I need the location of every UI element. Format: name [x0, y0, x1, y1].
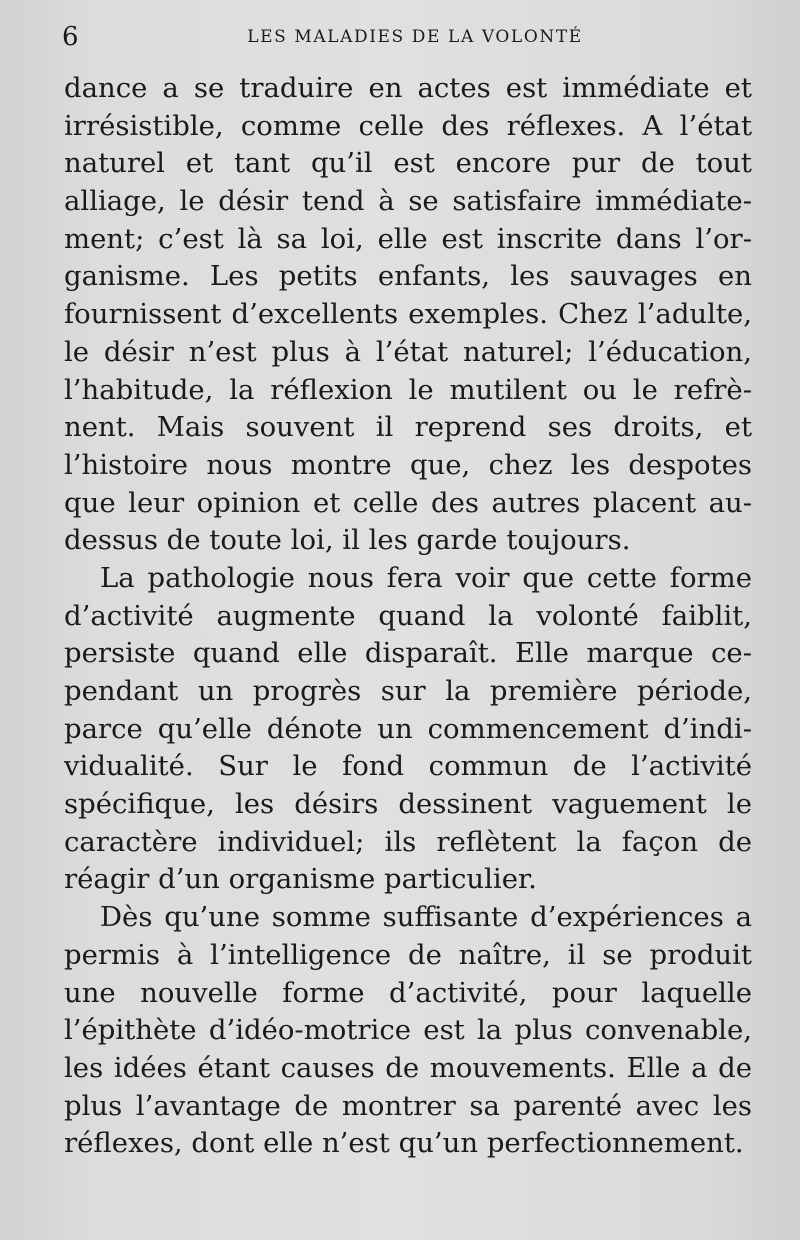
text-line: caractère individuel; ils reflètent la façon de: [64, 825, 752, 858]
text-line: dessus de toute loi, il les garde toujours.: [64, 524, 631, 557]
text-line: vidualité. Sur le fond commun de l’activité: [64, 750, 752, 783]
text-line: l’histoire nous montre que, chez les despotes: [64, 448, 752, 481]
text-line: naturel et tant qu’il est encore pur de tout: [64, 147, 752, 180]
text-line: pendant un progrès sur la première période,: [64, 675, 752, 707]
text-line: alliage, le désir tend à se satisfaire immédiate-: [64, 185, 752, 218]
text-line: les idées étant causes de mouvements. Elle a de: [64, 1051, 752, 1084]
text-line: nent. Mais souvent il reprend ses droits, et: [64, 411, 752, 444]
text-line: dance a se traduire en actes est immédiate et: [64, 72, 752, 104]
text-line: que leur opinion et celle des autres placent au-: [64, 486, 752, 519]
text-line: irrésistible, comme celle des réflexes. A l’état: [64, 109, 752, 142]
text-line: réflexes, dont elle n’est qu’un perfectionnement.: [64, 1127, 744, 1160]
text-line: permis à l’intelligence de naître, il se produit: [64, 938, 752, 971]
page-header: [62, 20, 754, 54]
text-line: fournissent d’excellents exemples. Chez l’adulte,: [64, 298, 752, 331]
text-line: persiste quand elle disparaît. Elle marque ce-: [64, 637, 752, 670]
text-line: réagir d’un organisme particulier.: [64, 863, 537, 896]
text-line: ganisme. Les petits enfants, les sauvages en: [64, 260, 752, 293]
page-number: 6: [62, 22, 79, 52]
text-line: parce qu’elle dénote un commencement d’indi-: [64, 712, 752, 745]
text-line: La pathologie nous fera voir que cette forme: [100, 561, 752, 594]
text-line: l’habitude, la réflexion le mutilent ou le refrè-: [64, 373, 752, 406]
text-line: plus l’avantage de montrer sa parenté avec les: [64, 1089, 752, 1122]
text-line: ment; c’est là sa loi, elle est inscrite dans l’or-: [64, 222, 752, 255]
text-line: d’activité augmente quand la volonté faiblit,: [64, 599, 752, 632]
text-line: une nouvelle forme d’activité, pour laquelle: [64, 976, 752, 1009]
paragraph: [64, 70, 752, 560]
text-line: spécifique, les désirs dessinent vaguement le: [64, 788, 752, 821]
page-body: [64, 70, 752, 1163]
text-line: le désir n’est plus à l’état naturel; l’éducation,: [64, 335, 752, 368]
text-line: Dès qu’une somme suffisante d’expériences a: [100, 901, 752, 934]
text-line: l’épithète d’idéo-motrice est la plus convenable,: [64, 1014, 752, 1047]
running-head: LES MALADIES DE LA VOLONTÉ: [247, 27, 583, 47]
paragraph: [64, 899, 752, 1163]
paragraph: [64, 560, 752, 899]
